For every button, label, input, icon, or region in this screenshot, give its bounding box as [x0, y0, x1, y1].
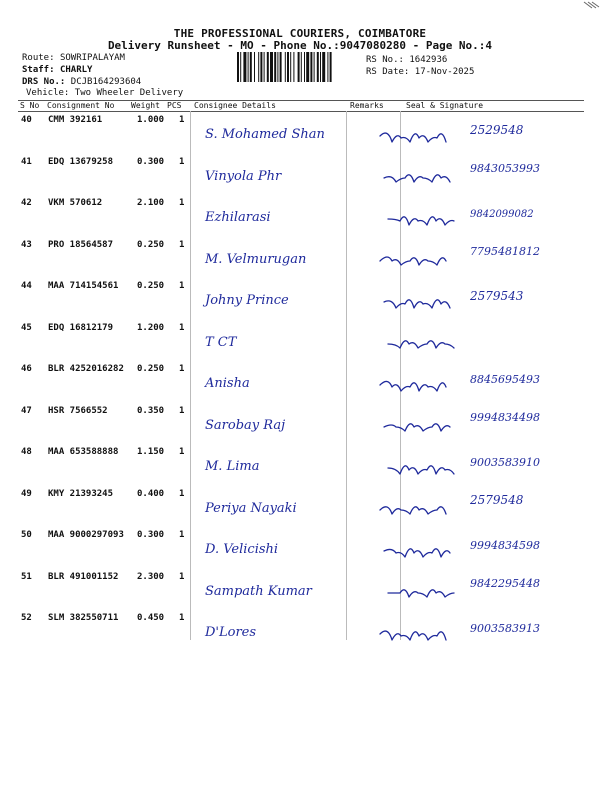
signature-phone-number: 9003583910	[470, 456, 540, 469]
table-row	[0, 237, 600, 283]
consignment-number: VKM 570612	[48, 198, 103, 208]
pieces-count: 1	[179, 156, 185, 167]
signature-phone-number: 9842295448	[470, 576, 540, 590]
handwriting-layer	[0, 112, 600, 158]
signature-scribble	[388, 340, 454, 347]
consignment-number: MAA 714154561	[48, 281, 119, 291]
column-header-consignment: Consignment No	[47, 101, 115, 110]
pieces-count: 1	[179, 571, 185, 582]
table-row	[0, 361, 600, 407]
column-header-sno: S No	[20, 101, 40, 110]
handwriting-layer	[0, 444, 600, 490]
company-title: THE PROFESSIONAL COURIERS, COIMBATORE	[173, 27, 427, 40]
pieces-count: 1	[179, 530, 185, 540]
table-row	[0, 444, 600, 490]
serial-number: 45	[21, 322, 32, 333]
rs-date-value: 17-Nov-2025	[414, 67, 475, 77]
serial-number: 49	[21, 488, 32, 499]
consignment-number: SLM 382550711	[48, 613, 119, 623]
signature-scribble	[380, 506, 446, 513]
signature-scribble	[384, 174, 450, 181]
handwriting-layer	[0, 278, 600, 324]
consignee-handwritten-name: M. Velmurugan	[205, 251, 307, 267]
vehicle-label: Vehicle:	[26, 88, 70, 98]
handwriting-layer	[0, 154, 600, 200]
table-row	[0, 569, 600, 615]
serial-number: 51	[21, 571, 32, 582]
serial-number: 50	[21, 530, 32, 540]
weight-value: 0.250	[137, 239, 165, 250]
rs-number-value: 1642936	[409, 55, 448, 65]
handwriting-layer	[0, 195, 600, 241]
signature-scribble	[388, 217, 454, 225]
signature-scribble	[388, 589, 454, 596]
pieces-count: 1	[179, 447, 185, 457]
vehicle-value: Two Wheeler Delivery	[74, 88, 184, 98]
table-row	[0, 195, 600, 241]
consignee-handwritten-name: Johny Prince	[205, 293, 289, 308]
consignment-number: EDQ 13679258	[48, 156, 114, 167]
consignment-number: HSR 7566552	[48, 405, 108, 416]
signature-scribble	[380, 133, 446, 142]
column-header-seal: Seal & Signature	[406, 101, 484, 110]
weight-value: 0.250	[137, 364, 165, 374]
signature-scribble	[384, 423, 450, 430]
signature-scribble	[388, 466, 454, 474]
serial-number: 40	[21, 115, 32, 125]
serial-number: 48	[21, 447, 32, 457]
drs-value: DCJB164293604	[70, 77, 142, 87]
weight-value: 0.350	[137, 405, 165, 416]
signature-scribble	[380, 257, 446, 265]
weight-value: 0.450	[137, 613, 165, 623]
consignment-number: BLR 4252016282	[48, 364, 124, 374]
handwriting-layer	[0, 361, 600, 407]
signature-phone-number: 9994834598	[470, 539, 540, 552]
consignee-handwritten-name: Vinyola Phr	[205, 168, 282, 184]
column-header-pcs: PCS	[167, 101, 182, 110]
pieces-count: 1	[179, 405, 185, 416]
consignee-handwritten-name: Sarobay Raj	[205, 417, 286, 433]
serial-number: 52	[21, 613, 32, 623]
staff-value: CHARLY	[59, 65, 93, 75]
pieces-count: 1	[179, 613, 185, 623]
table-row	[0, 610, 600, 656]
handwriting-layer	[0, 569, 600, 615]
weight-value: 0.300	[137, 156, 165, 167]
rs-date-line	[366, 67, 474, 78]
route-label: Route:	[22, 53, 55, 63]
consignee-handwritten-name: Ezhilarasi	[205, 210, 271, 225]
signature-phone-number: 8845695493	[470, 373, 540, 386]
column-header-remarks: Remarks	[350, 101, 384, 110]
weight-value: 0.300	[137, 530, 165, 540]
table-row	[0, 278, 600, 324]
barcode	[236, 52, 362, 82]
header-top-rule	[18, 100, 584, 101]
handwriting-layer	[0, 403, 600, 449]
serial-number: 42	[21, 198, 32, 208]
consignment-number: CMM 392161	[48, 115, 103, 125]
drs-line	[22, 77, 141, 88]
consignment-number: EDQ 16812179	[48, 322, 114, 333]
weight-value: 0.250	[137, 281, 165, 291]
signature-phone-number: 7795481812	[470, 244, 540, 258]
signature-scribble	[384, 300, 450, 308]
drs-label: DRS No.:	[22, 77, 66, 87]
serial-number: 41	[21, 156, 32, 167]
signature-phone-number: 2579548	[470, 492, 524, 507]
signature-scribble	[380, 381, 446, 391]
pieces-count: 1	[179, 322, 185, 333]
signature-scribble	[380, 631, 446, 640]
rs-number-label: RS No.:	[366, 55, 404, 65]
handwriting-layer	[0, 320, 600, 366]
signature-phone-number: 9843053993	[470, 161, 540, 175]
signature-phone-number: 2529548	[470, 123, 524, 137]
weight-value: 2.100	[137, 198, 165, 208]
consignee-handwritten-name: D'Lores	[205, 625, 257, 640]
table-row	[0, 527, 600, 573]
consignment-number: MAA 9000297093	[48, 530, 124, 540]
staff-label: Staff:	[22, 65, 55, 75]
sheet-title: Delivery Runsheet - MO - Phone No.:9047080280 - Page No.:4	[107, 39, 493, 52]
pieces-count: 1	[179, 198, 185, 208]
column-header-consignee: Consignee Details	[194, 101, 276, 110]
consignment-number: PRO 18564587	[48, 239, 114, 250]
pieces-count: 1	[179, 364, 185, 374]
pieces-count: 1	[179, 488, 185, 499]
route-line	[22, 53, 125, 64]
vehicle-line	[26, 88, 183, 99]
serial-number: 47	[21, 405, 32, 416]
consignee-handwritten-name: Sampath Kumar	[205, 583, 312, 599]
consignment-number: KMY 21393245	[48, 488, 114, 499]
pieces-count: 1	[179, 281, 185, 291]
table-row	[0, 403, 600, 449]
consignee-handwritten-name: D. Velicishi	[205, 542, 279, 557]
weight-value: 1.000	[137, 115, 165, 125]
signature-scribble	[384, 549, 450, 557]
handwriting-layer	[0, 237, 600, 283]
pieces-count: 1	[179, 239, 185, 250]
weight-value: 2.300	[137, 571, 165, 582]
handwriting-layer	[0, 486, 600, 532]
route-value: SOWRIPALAYAM	[59, 53, 125, 63]
weight-value: 0.400	[137, 488, 165, 499]
signature-phone-number: 2579543	[470, 289, 524, 303]
consignment-number: BLR 491001152	[48, 571, 119, 582]
rs-date-label: RS Date:	[366, 67, 410, 77]
consignee-handwritten-name: Anisha	[205, 376, 250, 391]
rs-number-line	[366, 55, 447, 66]
handwriting-layer	[0, 610, 600, 656]
consignment-number: MAA 653588888	[48, 447, 119, 457]
signature-phone-number: 9003583913	[470, 622, 540, 635]
serial-number: 46	[21, 364, 32, 374]
consignee-handwritten-name: S. Mohamed Shan	[205, 127, 325, 142]
handwriting-layer	[0, 527, 600, 573]
weight-value: 1.150	[137, 447, 165, 457]
consignee-handwritten-name: T CT	[205, 334, 237, 350]
table-row	[0, 320, 600, 366]
signature-phone-number: 9842099082	[470, 209, 534, 220]
serial-number: 44	[21, 281, 32, 291]
table-row	[0, 154, 600, 200]
serial-number: 43	[21, 239, 32, 250]
consignee-handwritten-name: Periya Nayaki	[205, 500, 297, 516]
consignee-handwritten-name: M. Lima	[205, 459, 260, 474]
weight-value: 1.200	[137, 322, 165, 333]
table-row	[0, 112, 600, 158]
column-header-weight: Weight	[131, 101, 160, 110]
table-row	[0, 486, 600, 532]
signature-phone-number: 9994834498	[470, 410, 540, 424]
pieces-count: 1	[179, 115, 185, 125]
page-corner-mark	[582, 0, 600, 14]
staff-line	[22, 65, 92, 76]
